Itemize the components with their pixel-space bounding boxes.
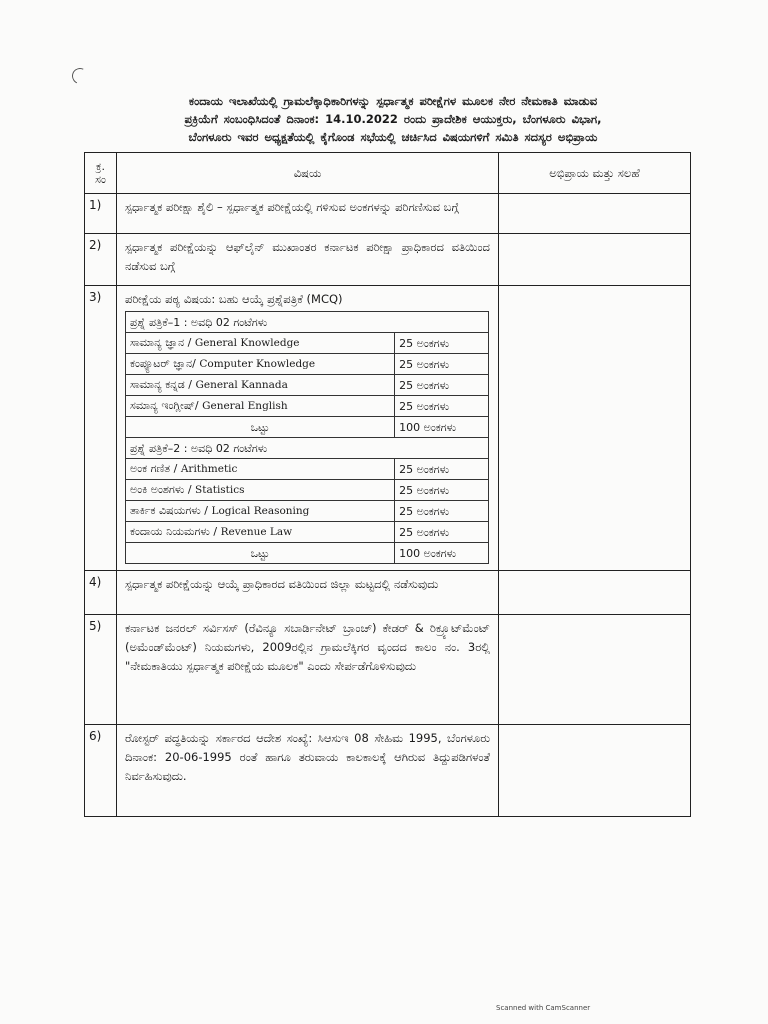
row-subject: ರೋಸ್ಟರ್ ಪದ್ಧತಿಯನ್ನು ಸರ್ಕಾರದ ಆದೇಶ ಸಂಖ್ಯೆ: ಸಿಆಸುಇ 08 ಸೇಹಿಮ 1995, ಬೆಂಗಳೂರು ದಿನಾಂಕ: 20-06-1995 ರಂತೆ ಹಾಗೂ ತರುವಾಯ ಕಾಲಕಾಲಕ್ಕೆ ಆಗಿರುವ ತಿದ್ದುಪಡಿಗಳಂತೆ ನಿರ್ವಹಿಸುವುದು. [117, 725, 499, 817]
table-header-row [85, 153, 691, 194]
subject-english: General Kannada [195, 379, 288, 391]
table-row [85, 234, 691, 286]
scan-corner-mark [70, 66, 91, 87]
subject-kannada: ಸಾಮಾನ್ಯ ಕನ್ನಡ / [130, 378, 196, 391]
paper-marks: 25 ಅಂಕಗಳು [395, 459, 489, 480]
paper-marks: 25 ಅಂಕಗಳು [395, 396, 489, 417]
paper-subject [126, 480, 395, 501]
document-heading [98, 92, 688, 146]
paper-subject [126, 354, 395, 375]
subject-english: Statistics [195, 484, 245, 496]
subject-kannada: ಕಂಪ್ಯೂಟರ್ ಜ್ಞಾನ/ [130, 357, 200, 370]
heading-line-2: ಪ್ರಕ್ರಿಯೆಗೆ ಸಂಬಂಧಿಸಿದಂತೆ ದಿನಾಂಕ: 14.10.2022 ರಂದು ಪ್ರಾದೇಶಿಕ ಆಯುಕ್ತರು, ಬೆಂಗಳೂರು ವಿಭಾಗ, [184, 112, 602, 126]
paper-total-marks: 100 ಅಂಕಗಳು [395, 417, 489, 438]
table-row [85, 615, 691, 725]
row-subject: ಸ್ಪರ್ಧಾತ್ಮಕ ಪರೀಕ್ಷೆಯನ್ನು ಆಯ್ಕೆ ಪ್ರಾಧಿಕಾರದ ವತಿಯಿಂದ ಜಿಲ್ಲಾ ಮಟ್ಟದಲ್ಲಿ ನಡೆಸುವುದು [117, 571, 499, 615]
paper-row [126, 396, 489, 417]
subject-kannada: ಅಂಕಿ ಅಂಶಗಳು / [130, 483, 196, 496]
subject-kannada: ಕಂದಾಯ ನಿಯಮಗಳು / [130, 525, 221, 538]
row-opinion-cell [499, 286, 691, 571]
row-number: 1) [85, 194, 117, 234]
paper-row [126, 522, 489, 543]
paper-subject [126, 375, 395, 396]
paper-subject [126, 396, 395, 417]
paper-total-label: ಒಟ್ಟು [126, 543, 395, 564]
paper-1-title: ಪ್ರಶ್ನೆ ಪತ್ರಿಕೆ–1 : ಅವಧಿ 02 ಗಂಟೆಗಳು [126, 312, 489, 333]
row-opinion-cell [499, 234, 691, 286]
paper-row [126, 480, 489, 501]
paper-total-row [126, 417, 489, 438]
paper-marks: 25 ಅಂಕಗಳು [395, 354, 489, 375]
paper-row [126, 333, 489, 354]
subject-english: Logical Reasoning [211, 505, 310, 517]
subject-english: Arithmetic [180, 463, 238, 475]
scanner-watermark: Scanned with CamScanner [496, 1004, 591, 1012]
subject-english: General English [202, 400, 288, 412]
agenda-table [84, 152, 691, 817]
paper-row [126, 501, 489, 522]
opinion-header: ಅಭಿಪ್ರಾಯ ಮತ್ತು ಸಲಹೆ [499, 153, 691, 194]
heading-line-3: ಬೆಂಗಳೂರು ಇವರ ಅಧ್ಯಕ್ಷತೆಯಲ್ಲಿ ಕೈಗೊಂಡ ಸಭೆಯಲ್ಲಿ ಚರ್ಚಿಸಿದ ವಿಷಯಗಳಿಗೆ ಸಮಿತಿ ಸದಸ್ಯರ ಅಭಿಪ್ರಾಯ [188, 130, 598, 144]
row-number: 6) [85, 725, 117, 817]
syllabus-heading: ಪರೀಕ್ಷೆಯ ಪಠ್ಯ ವಿಷಯ: ಬಹು ಆಯ್ಕೆ ಪ್ರಶ್ನೆಪತ್ರಿಕೆ (MCQ) [125, 292, 343, 306]
row-opinion-cell [499, 194, 691, 234]
row-number: 2) [85, 234, 117, 286]
row-opinion-cell [499, 615, 691, 725]
subject-english: Computer Knowledge [199, 358, 316, 370]
subject-kannada: ಸಾಮಾನ್ಯ ಜ್ಞಾನ / [130, 336, 195, 349]
paper-2-title: ಪ್ರಶ್ನೆ ಪತ್ರಿಕೆ–2 : ಅವಧಿ 02 ಗಂಟೆಗಳು [126, 438, 489, 459]
paper-row [126, 375, 489, 396]
table-row [85, 194, 691, 234]
subject-english: General Knowledge [194, 337, 300, 349]
paper-subject [126, 501, 395, 522]
paper-row [126, 459, 489, 480]
subject-kannada: ಅಂಕ ಗಣಿತ / [130, 462, 181, 475]
paper-marks: 25 ಅಂಕಗಳು [395, 333, 489, 354]
row-subject: ಸ್ಪರ್ಧಾತ್ಮಕ ಪರೀಕ್ಷೆಯನ್ನು ಆಫ್‌ಲೈನ್ ಮುಖಾಂತರ ಕರ್ನಾಟಕ ಪರೀಕ್ಷಾ ಪ್ರಾಧಿಕಾರದ ವತಿಯಿಂದ ನಡೆಸುವ ಬಗ್ಗೆ [117, 234, 499, 286]
table-row [85, 571, 691, 615]
paper-subject [126, 333, 395, 354]
table-row [85, 286, 691, 571]
subject-kannada: ತಾರ್ಕಿಕ ವಿಷಯಗಳು / [130, 504, 212, 517]
row-number: 5) [85, 615, 117, 725]
row-opinion-cell [499, 571, 691, 615]
paper-1-table [125, 311, 489, 564]
paper-subject [126, 459, 395, 480]
row-subject: ಕರ್ನಾಟಕ ಜನರಲ್ ಸರ್ವಿಸಸ್ (ರೆವಿನ್ಯೂ ಸಬಾರ್ಡಿನೇಟ್ ಬ್ರಾಂಚ್) ಕೇಡರ್ & ರಿಕ್ರ್ಯೂಟ್‌ಮೆಂಟ್ (ಅಮೆಂಡ್‌ಮೆಂಟ್) ನಿಯಮಗಳು, 2009ರಲ್ಲಿನ ಗ್ರಾಮಲೆಕ್ಕಿಗರ ವೃಂದದ ಕಾಲಂ ನಂ. 3ರಲ್ಲಿ "ನೇಮಕಾತಿಯು ಸ್ಪರ್ಧಾತ್ಮಕ ಪರೀಕ್ಷೆಯ ಮೂಲಕ" ಎಂದು ಸೇರ್ಪಡೆಗೊಳಿಸುವುದು [117, 615, 499, 725]
heading-line-1: ಕಂದಾಯ ಇಲಾಖೆಯಲ್ಲಿ ಗ್ರಾಮಲೆಕ್ಕಾಧಿಕಾರಿಗಳನ್ನು ಸ್ಪರ್ಧಾತ್ಮಕ ಪರೀಕ್ಷೆಗಳ ಮೂಲಕ ನೇರ ನೇಮಕಾತಿ ಮಾಡುವ [188, 94, 598, 108]
serial-number-header [85, 153, 117, 194]
paper-marks: 25 ಅಂಕಗಳು [395, 501, 489, 522]
paper-marks: 25 ಅಂಕಗಳು [395, 375, 489, 396]
row-subject [117, 286, 499, 571]
row-opinion-cell [499, 725, 691, 817]
subject-english: Revenue Law [220, 526, 293, 538]
table-row [85, 725, 691, 817]
paper-total-row [126, 543, 489, 564]
row-number: 4) [85, 571, 117, 615]
row-number: 3) [85, 286, 117, 571]
paper-marks: 25 ಅಂಕಗಳು [395, 480, 489, 501]
paper-subject [126, 522, 395, 543]
subject-header: ವಿಷಯ [117, 153, 499, 194]
serial-header-text: ಕ್ರ. ಸಂ [95, 160, 106, 186]
paper-total-label: ಒಟ್ಟು [126, 417, 395, 438]
paper-marks: 25 ಅಂಕಗಳು [395, 522, 489, 543]
paper-row [126, 354, 489, 375]
row-subject: ಸ್ಪರ್ಧಾತ್ಮಕ ಪರೀಕ್ಷಾ ಶೈಲಿ – ಸ್ಪರ್ಧಾತ್ಮಕ ಪರೀಕ್ಷೆಯಲ್ಲಿ ಗಳಿಸುವ ಅಂಕಗಳನ್ನು ಪರಿಗಣಿಸುವ ಬಗ್ಗೆ [117, 194, 499, 234]
paper-total-marks: 100 ಅಂಕಗಳು [395, 543, 489, 564]
subject-kannada: ಸಮಾನ್ಯ ಇಂಗ್ಲೀಷ್/ [130, 399, 203, 412]
